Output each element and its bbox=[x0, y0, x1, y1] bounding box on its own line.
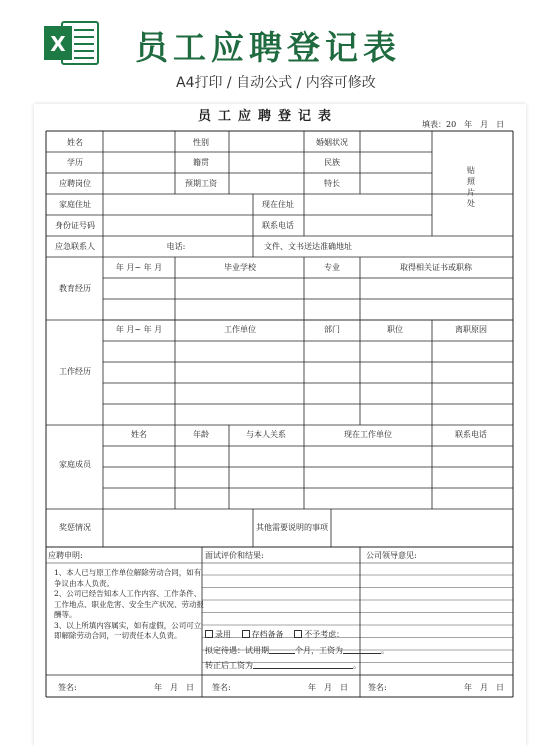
signature-label-1: 签名: bbox=[58, 683, 77, 692]
archive-checkbox[interactable] bbox=[242, 630, 250, 638]
signature-label-3: 签名: bbox=[368, 683, 387, 692]
signature-date-3: 年 月 日 bbox=[464, 683, 504, 692]
label-current-address: 现在住址 bbox=[262, 200, 294, 209]
page-subtitle: A4打印 / 自动公式 / 内容可修改 bbox=[176, 75, 376, 91]
signature-date-2: 年 月 日 bbox=[308, 683, 348, 692]
fill-date: 填表：20 年 月 日 bbox=[422, 120, 505, 129]
label-phone: 联系电话 bbox=[262, 221, 294, 230]
signature-label-2: 签名: bbox=[212, 683, 231, 692]
hire-checkbox[interactable] bbox=[205, 630, 213, 638]
notes-label: 其他需要说明的事项 bbox=[256, 523, 328, 532]
page-title: 员工应聘登记表 bbox=[135, 28, 401, 67]
label-home-address: 家庭住址 bbox=[59, 200, 91, 209]
form-title: 员工应聘登记表 bbox=[197, 109, 339, 124]
leader-label: 公司领导意见: bbox=[366, 551, 417, 560]
work-header-company: 工作单位 bbox=[224, 325, 256, 334]
family-header-relation: 与本人关系 bbox=[246, 430, 286, 439]
label-native-place: 籍贯 bbox=[193, 158, 209, 167]
interview-label: 面试评价和结果: bbox=[205, 551, 264, 560]
declaration-label: 应聘申明: bbox=[48, 551, 83, 560]
probation-salary-field[interactable] bbox=[343, 645, 381, 654]
option-archive: 存档备备 bbox=[251, 630, 284, 639]
probation-months-field[interactable] bbox=[269, 645, 295, 654]
option-hire: 录用 bbox=[215, 630, 231, 639]
family-header-name: 姓名 bbox=[131, 430, 147, 439]
label-education: 学历 bbox=[67, 158, 83, 167]
work-header-reason: 离职原因 bbox=[455, 325, 487, 334]
work-label: 工作经历 bbox=[59, 367, 91, 376]
edu-header-period: 年 月~ 年 月 bbox=[115, 263, 163, 272]
work-header-department: 部门 bbox=[324, 325, 340, 334]
family-label: 家庭成员 bbox=[59, 460, 91, 469]
label-position: 应聘岗位 bbox=[59, 179, 91, 188]
family-header-phone: 联系电话 bbox=[455, 430, 487, 439]
label-mail-address: 文件、文书送达准确地址 bbox=[264, 242, 352, 251]
salary-prefix: 拟定待遇：试用期 bbox=[205, 646, 269, 655]
edu-header-certificate: 取得相关证书或职称 bbox=[400, 263, 472, 272]
declaration-text: 1、本人已与原工作单位解除劳动合同，如有争议由本人负责。 2、公司已经告知本人工作内容、工作条件、工作地点、职业危害、安全生产状况、劳动报酬等。 3、以上所填内容属实，如有虚假，公司可立即解除劳动合同，一切责任本人负责。 bbox=[54, 568, 204, 640]
education-label: 教育经历 bbox=[59, 284, 91, 293]
regular-salary-prefix: 转正后工资为 bbox=[205, 661, 253, 670]
regular-salary-line: 转正后工资为 。 bbox=[205, 661, 361, 670]
work-header-period: 年 月~ 年 月 bbox=[115, 325, 163, 334]
label-emergency-contact: 应急联系人 bbox=[55, 242, 95, 251]
signature-date-1: 年 月 日 bbox=[154, 683, 194, 692]
label-ethnicity: 民族 bbox=[324, 158, 340, 167]
label-specialty: 特长 bbox=[324, 179, 340, 188]
family-header-employer: 现在工作单位 bbox=[344, 430, 392, 439]
regular-salary-field[interactable] bbox=[253, 660, 353, 669]
label-gender: 性别 bbox=[193, 138, 209, 147]
salary-mid: 个月，工资为 bbox=[295, 646, 343, 655]
edu-header-school: 毕业学校 bbox=[224, 263, 256, 272]
work-header-title: 职位 bbox=[387, 325, 403, 334]
edu-header-major: 专业 bbox=[324, 263, 340, 272]
photo-placeholder: 贴 照 片 处 bbox=[467, 166, 475, 208]
label-marital: 婚姻状况 bbox=[316, 138, 348, 147]
salary-line: 拟定待遇：试用期 个月，工资为 。 bbox=[205, 646, 389, 655]
decision-options bbox=[205, 630, 344, 640]
label-id-number: 身份证号码 bbox=[55, 221, 95, 230]
label-tel: 电话: bbox=[166, 242, 186, 251]
family-header-age: 年龄 bbox=[193, 430, 209, 439]
awards-label: 奖惩情况 bbox=[59, 523, 91, 532]
logo-letter: X bbox=[50, 32, 66, 56]
reject-checkbox[interactable] bbox=[294, 630, 302, 638]
label-name: 姓名 bbox=[67, 138, 83, 147]
label-expected-salary: 预期工资 bbox=[185, 179, 217, 188]
option-reject: 不予考虑： bbox=[304, 630, 345, 639]
